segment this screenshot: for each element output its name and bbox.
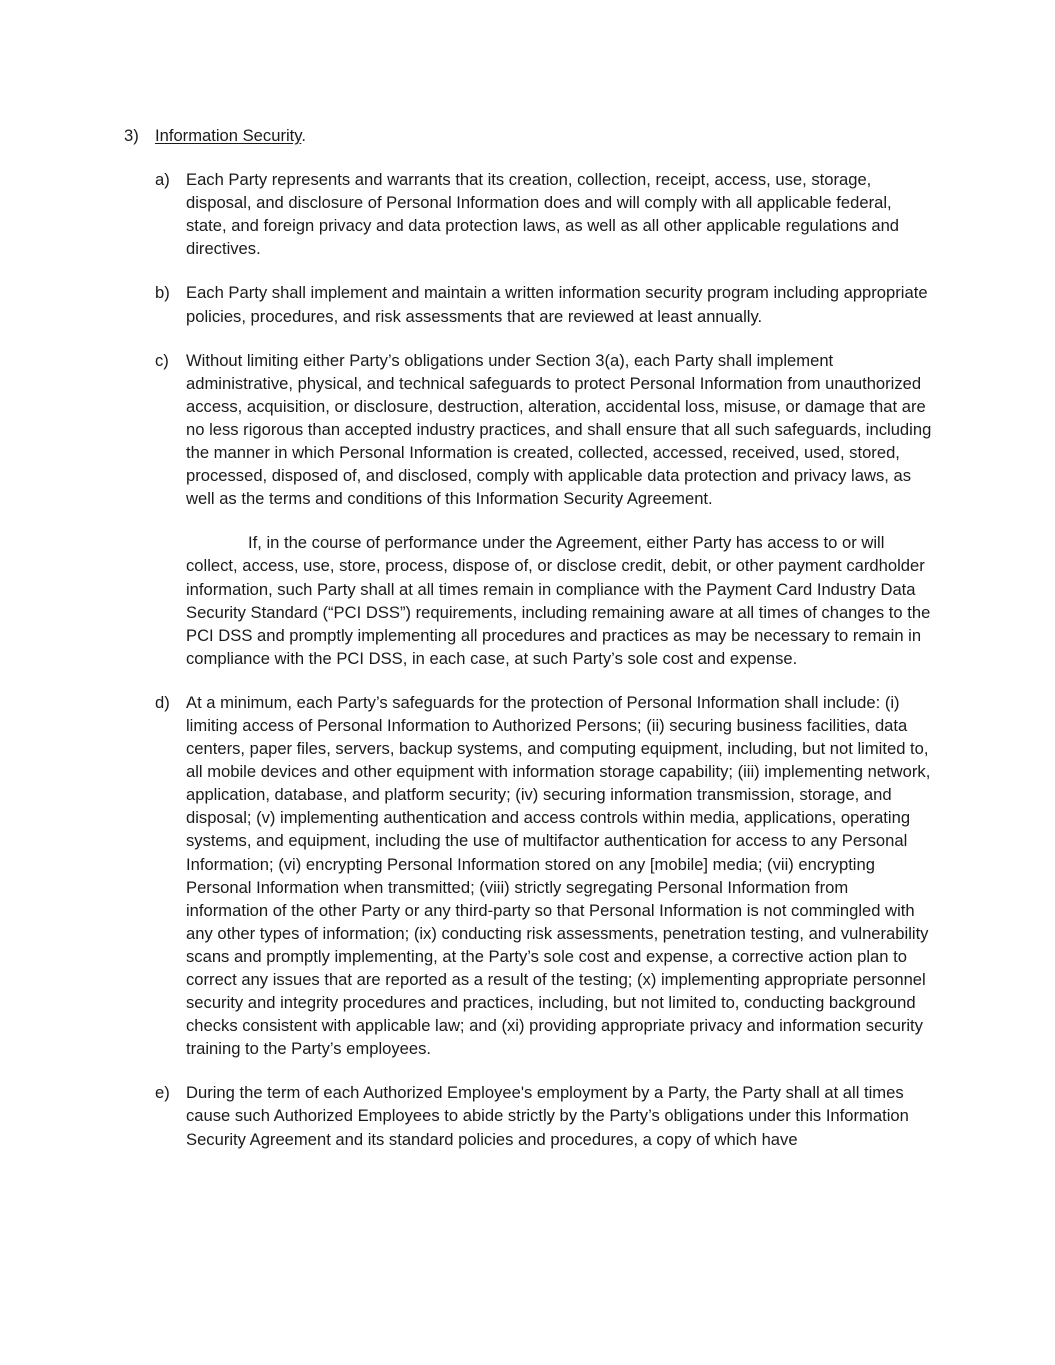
clause-e [155,1081,944,1150]
clause-c [155,349,944,670]
clause-label: b) [155,283,170,303]
clause-paragraph: Each Party shall implement and maintain a written information security program including appropriate policies, procedures, and risk assessments that are reviewed at least annually. [186,283,928,326]
clause-body [186,691,934,1061]
section-information-security [124,124,944,1172]
section-number: 3) [124,126,139,145]
clause-paragraph: During the term of each Authorized Employee's employment by a Party, the Party shall at all times cause such Authorized Employees to abide strictly by the Party’s obligations under this Information Security Agreement and its standard policies and procedures, a copy of which have [186,1083,909,1149]
clause-label: c) [155,350,169,370]
clause-paragraph: At a minimum, each Party’s safeguards for the protection of Personal Information shall include: (i) limiting access of Personal Information to Authorized Persons; (ii) securing business facilities, data centers, paper files, servers, backup systems, and computing equipment, including, but not limited to, all mobile devices and other equipment with information storage capability; (iii) implementing network, application, database, and platform security; (iv) securing information transmission, storage, and disposal; (v) implementing authentication and access controls within media, applications, operating systems, and equipment, including the use of multifactor authentication for access to any Personal Information; (vi) encrypting Personal Information stored on any [mobile] media; (vii) encrypting Personal Information when transmitted; (viii) strictly segregating Personal Information from information of the other Party or any third-party so that Personal Information is not commingled with any other types of information; (ix) conducting risk assessments, penetration testing, and vulnerability scans and promptly implementing, at the Party’s sole cost and expense, a corrective action plan to correct any issues that are reported as a result of the testing; (x) implementing appropriate personnel security and integrity procedures and practices, including, but not limited to, conducting background checks consistent with applicable law; and (xi) providing appropriate privacy and information security training to the Party’s employees. [186,692,931,1059]
clause-body [186,349,934,670]
clause-body [186,168,934,260]
clause-label: d) [155,692,170,712]
section-title: Information Security [155,126,302,145]
section-heading [124,124,944,147]
clause-a [155,168,944,260]
clause-d [155,691,944,1061]
section-heading-text [155,124,306,147]
clause-label: a) [155,170,170,190]
clause-paragraph-pci-dss: If, in the course of performance under the Agreement, either Party has access to or will collect, access, use, store, process, dispose of, or disclose credit, debit, or other payment cardholder information, such Party shall at all times remain in compliance with the Payment Card Industry Data Security Standard (“PCI DSS”) requirements, including remaining aware at all times of changes to the PCI DSS and promptly implementing all procedures and practices as may be necessary to remain in compliance with the PCI DSS, in each case, at such Party’s sole cost and expense. [186,533,931,668]
clause-b [155,281,944,327]
section-title-suffix: . [301,126,306,145]
clause-paragraph: Each Party represents and warrants that its creation, collection, receipt, access, use, storage, disposal, and disclosure of Personal Information does and will comply with all applicable federal, state, and foreign privacy and data protection laws, as well as all other applicable regulations and directives. [186,170,900,259]
clause-label: e) [155,1083,170,1103]
clause-body [186,281,934,327]
clause-paragraph: Without limiting either Party’s obligations under Section 3(a), each Party shall implement administrative, physical, and technical safeguards to protect Personal Information from unauthorized access, acquisition, or disclosure, destruction, alteration, accidental loss, misuse, or damage that are no less rigorous than accepted industry practices, and shall ensure that all such safeguards, including the manner in which Personal Information is created, collected, accessed, received, used, stored, processed, disposed of, and disclosed, comply with applicable data protection and privacy laws, as well as the terms and conditions of this Information Security Agreement. [186,350,932,509]
clause-body [186,1081,934,1150]
